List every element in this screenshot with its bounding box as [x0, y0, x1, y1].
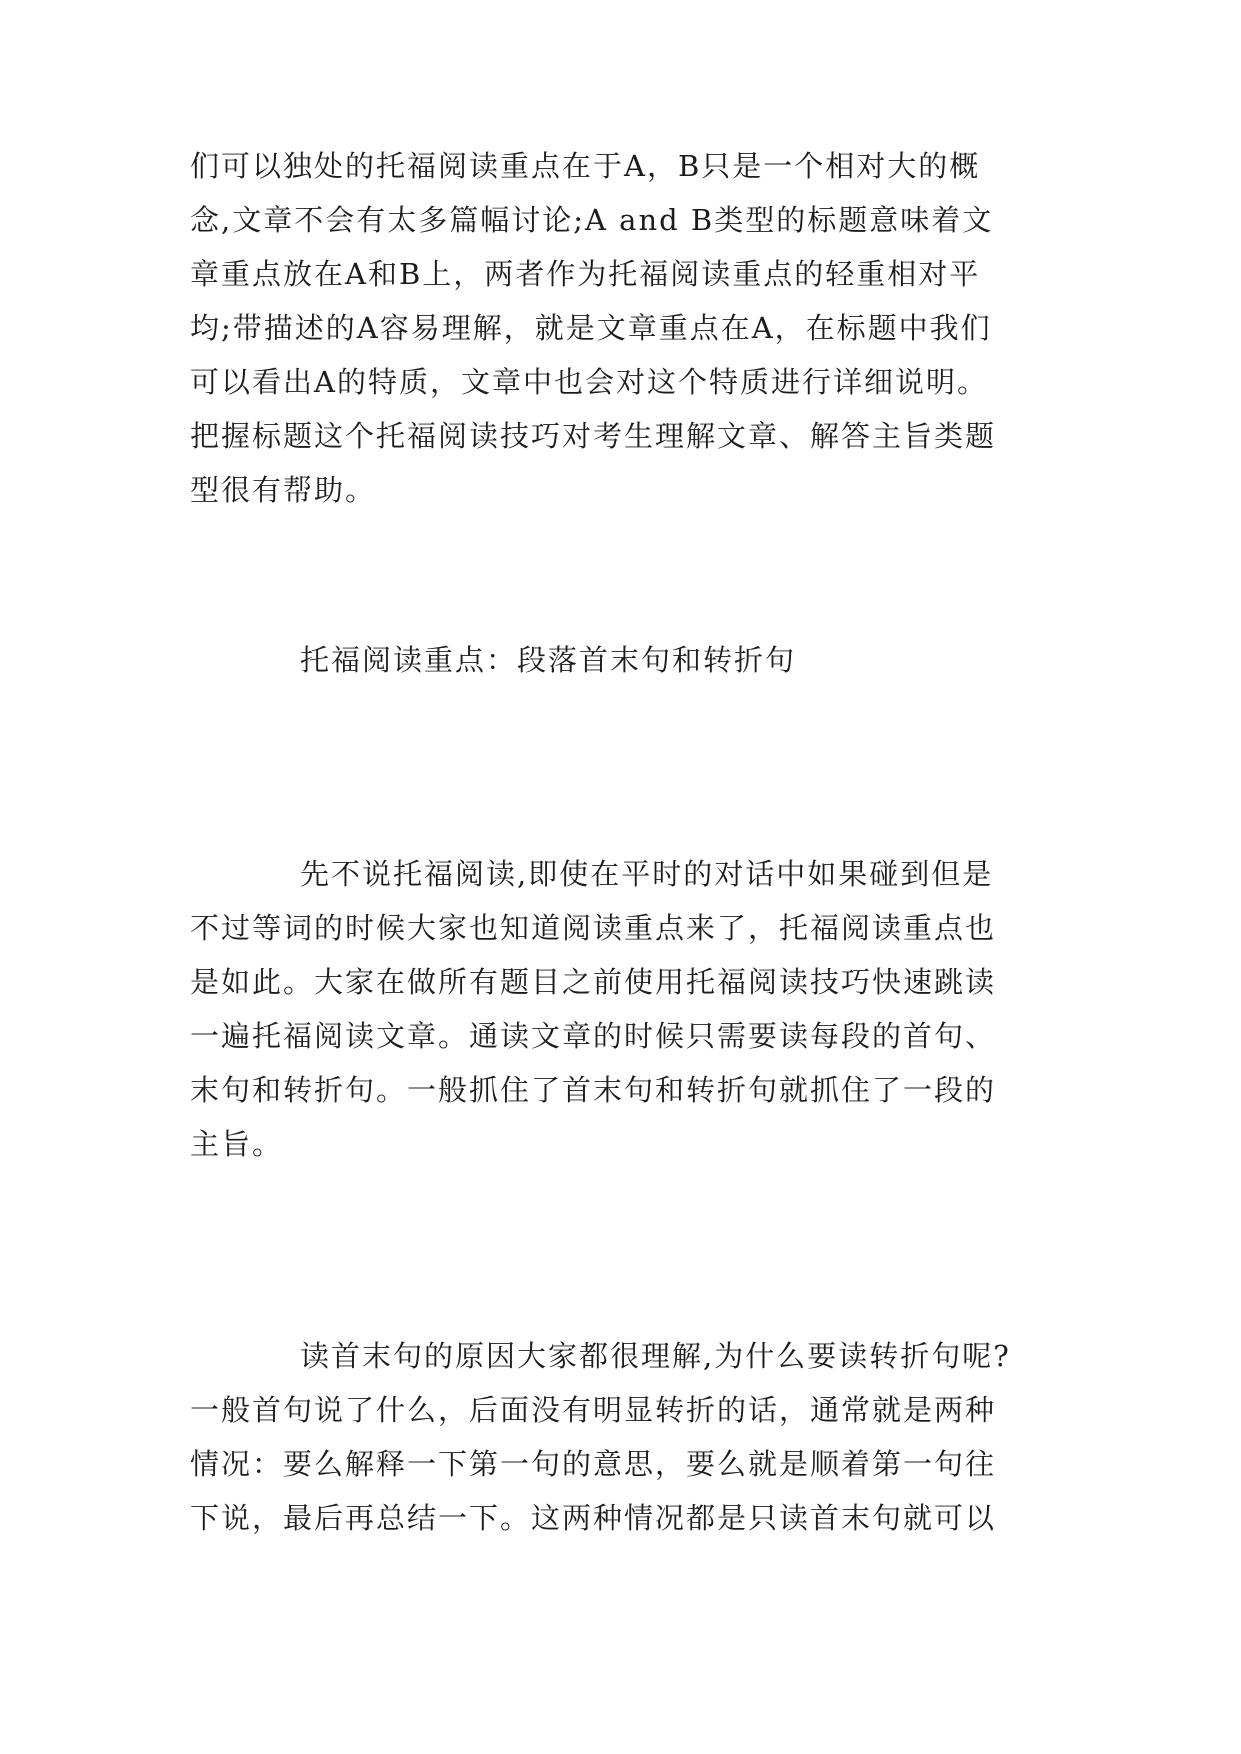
- paragraph-1-line-1: 们可以独处的托福阅读重点在于A，B只是一个相对大的概: [190, 149, 981, 183]
- paragraph-2-line-6: 主旨。: [190, 1127, 284, 1161]
- paragraph-2-line-2: 不过等词的时候大家也知道阅读重点来了，托福阅读重点也: [190, 911, 997, 945]
- paragraph-1-line-7: 型很有帮助。: [190, 473, 377, 507]
- paragraph-2-line-1: 先不说托福阅读,即使在平时的对话中如果碰到但是: [300, 857, 994, 891]
- paragraph-3-line-3: 情况：要么解释一下第一句的意思，要么就是顺着第一句往: [190, 1447, 997, 1481]
- paragraph-3-line-2: 一般首句说了什么，后面没有明显转折的话，通常就是两种: [190, 1393, 997, 1427]
- paragraph-3-line-4: 下说，最后再总结一下。这两种情况都是只读首末句就可以: [190, 1501, 997, 1535]
- paragraph-2-line-4: 一遍托福阅读文章。通读文章的时候只需要读每段的首句、: [190, 1019, 997, 1053]
- paragraph-1-line-4: 均;带描述的A容易理解，就是文章重点在A，在标题中我们: [190, 311, 992, 345]
- section-heading: 托福阅读重点：段落首末句和转折句: [300, 643, 797, 677]
- paragraph-1-line-6: 把握标题这个托福阅读技巧对考生理解文章、解答主旨类题: [190, 419, 997, 453]
- paragraph-1-line-3: 章重点放在A和B上，两者作为托福阅读重点的轻重相对平: [190, 257, 981, 291]
- paragraph-1-line-5: 可以看出A的特质，文章中也会对这个特质进行详细说明。: [190, 365, 988, 399]
- paragraph-2-line-3: 是如此。大家在做所有题目之前使用托福阅读技巧快速跳读: [190, 965, 997, 999]
- paragraph-1-line-2: 念,文章不会有太多篇幅讨论;A and B类型的标题意味着文: [190, 203, 994, 237]
- paragraph-2-line-5: 末句和转折句。一般抓住了首末句和转折句就抓住了一段的: [190, 1073, 997, 1107]
- paragraph-3-line-1: 读首末句的原因大家都很理解,为什么要读转折句呢?: [300, 1339, 1011, 1373]
